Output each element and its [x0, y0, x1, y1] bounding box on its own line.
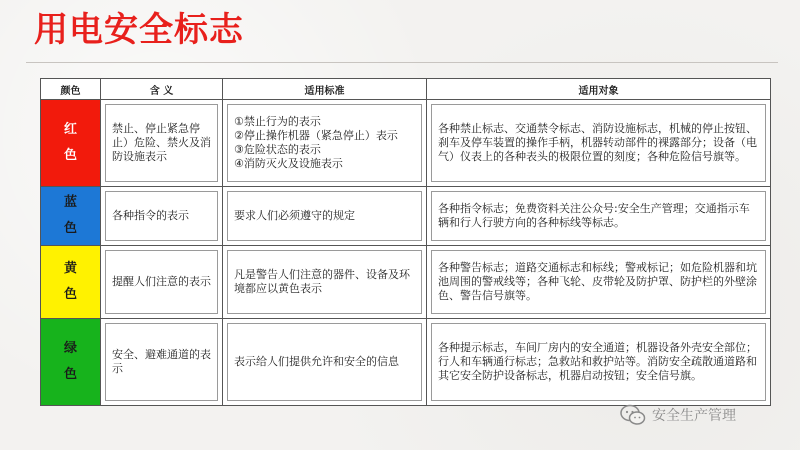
target-text: 各种提示标志，车间厂房内的安全通道；机器设备外壳安全部位；行人和车辆通行标志；急救站和救护站等。消防安全疏散通道路和其它安全防护设备标志，机器启动按钮；安全信号旗。 — [431, 323, 766, 401]
meaning-text: 各种指令的表示 — [105, 191, 218, 241]
table-row — [41, 246, 771, 319]
table-row — [41, 319, 771, 406]
standard-list — [227, 323, 422, 401]
color-swatch-cell — [41, 319, 101, 406]
meaning-cell — [101, 100, 223, 187]
target-cell — [427, 187, 771, 246]
color-swatch-cell — [41, 100, 101, 187]
safety-color-table — [40, 78, 771, 406]
watermark — [620, 404, 736, 426]
meaning-text: 禁止、停止紧急停止）危险、禁火及消防设施表示 — [105, 104, 218, 182]
standard-cell — [223, 319, 427, 406]
header-target: 适用对象 — [427, 79, 771, 100]
standard-cell — [223, 187, 427, 246]
standard-cell — [223, 100, 427, 187]
standard-item: 凡是警告人们注意的器件、设备及环境都应以黄色表示 — [234, 268, 410, 295]
target-text: 各种警告标志；道路交通标志和标线；警戒标记；如危险机器和坑池周围的警戒线等；各种飞轮、皮带轮及防护罩、防护栏的外壁涂色、警告信号旗等。 — [431, 250, 766, 314]
table-header-row — [41, 79, 771, 100]
standard-item: 要求人们必须遵守的规定 — [234, 209, 355, 222]
color-swatch-cell — [41, 187, 101, 246]
color-name-char: 黄 — [63, 261, 77, 276]
color-swatch-cell — [41, 246, 101, 319]
standard-list — [227, 191, 422, 241]
target-text: 各种指令标志；免费资料关注公众号:安全生产管理；交通指示车辆和行人行驶方向的各种标线等标志。 — [431, 191, 766, 241]
target-text: 各种禁止标志、交通禁令标志、消防设施标志，机械的停止按钮、刹车及停车装置的操作手柄，机器转动部件的裸露部分；设备（电气）仪表上的各种表头的极限位置的刻度；各种危险信号旗等。 — [431, 104, 766, 182]
table-row — [41, 187, 771, 246]
color-name-char: 绿 — [63, 341, 77, 356]
standard-item: ①禁止行为的表示 — [234, 115, 321, 128]
standard-item: ②停止操作机器（紧急停止）表示 — [234, 129, 398, 142]
header-color: 颜色 — [41, 79, 101, 100]
standard-list — [227, 250, 422, 314]
watermark-text: 安全生产管理 — [652, 408, 736, 424]
meaning-cell — [101, 246, 223, 319]
page-title: 用电安全标志 — [34, 10, 244, 50]
table-row — [41, 100, 771, 187]
wechat-icon — [620, 404, 646, 426]
color-name-char: 色 — [63, 148, 77, 163]
meaning-text: 提醒人们注意的表示 — [105, 250, 218, 314]
color-name-char: 色 — [63, 287, 77, 302]
standard-item: 表示给人们提供允许和安全的信息 — [234, 355, 399, 368]
meaning-text: 安全、避难通道的表示 — [105, 323, 218, 401]
color-name-char: 色 — [63, 221, 77, 236]
standard-cell — [223, 246, 427, 319]
target-cell — [427, 319, 771, 406]
standard-item: ③危险状态的表示 — [234, 143, 321, 156]
header-standard: 适用标准 — [223, 79, 427, 100]
title-divider — [26, 62, 778, 63]
standard-list — [227, 104, 422, 182]
color-name-char: 红 — [63, 122, 77, 137]
color-name-char: 蓝 — [63, 195, 77, 210]
target-cell — [427, 246, 771, 319]
color-name-char: 色 — [63, 367, 77, 382]
header-meaning: 含 义 — [101, 79, 223, 100]
meaning-cell — [101, 187, 223, 246]
target-cell — [427, 100, 771, 187]
meaning-cell — [101, 319, 223, 406]
standard-item: ④消防灭火及设施表示 — [234, 157, 343, 170]
